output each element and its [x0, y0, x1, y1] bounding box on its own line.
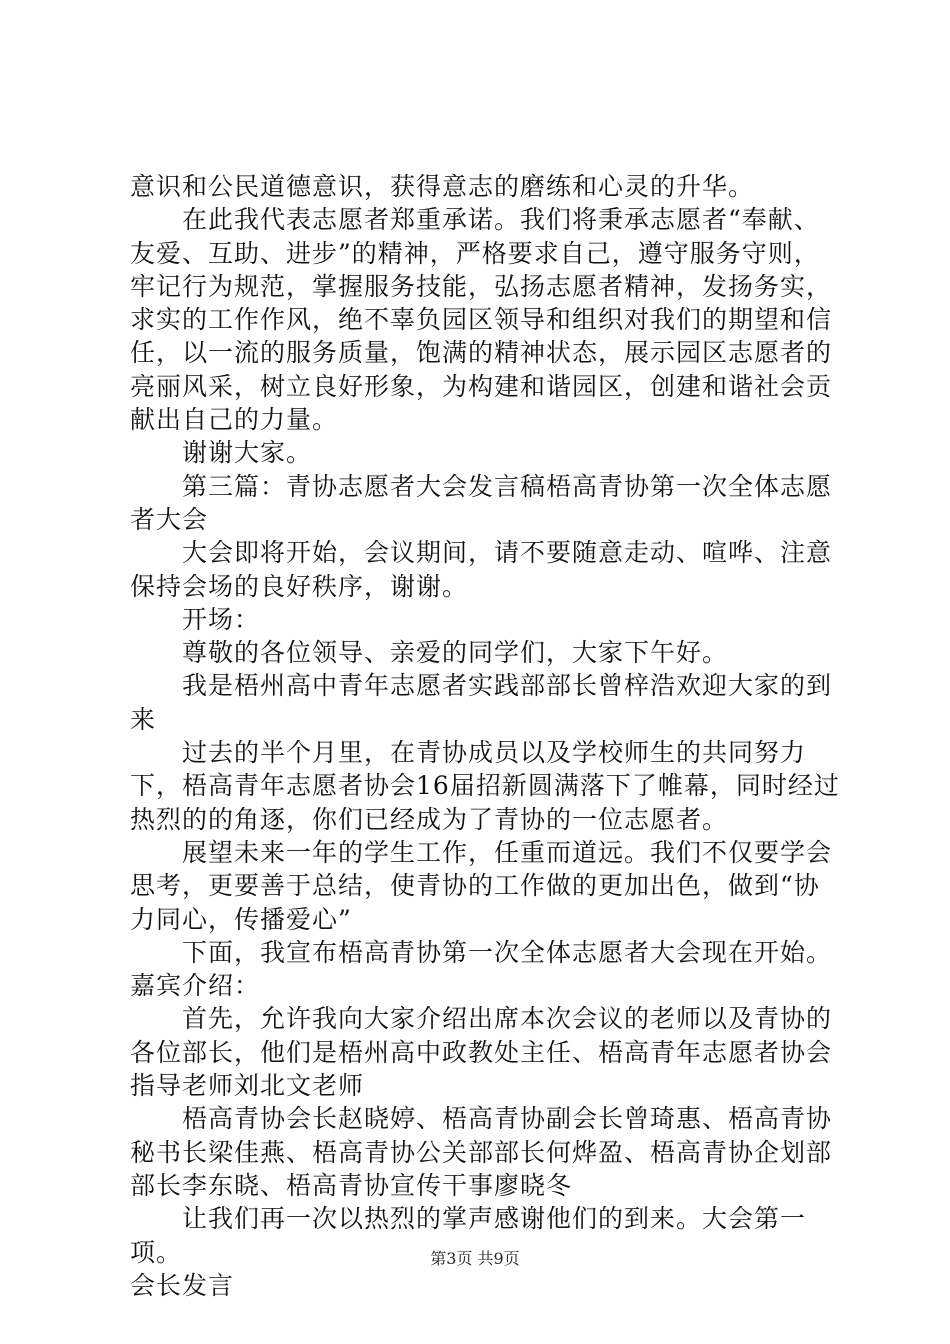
page-number-footer: 第3页 共9页	[430, 1249, 520, 1268]
paragraph-5: 大会即将开始，会议期间，请不要随意走动、喧哗、注意保持会场的良好秩序，谢谢。	[130, 538, 833, 601]
paragraph-12: 嘉宾介绍：	[130, 971, 261, 1001]
paragraph-11: 下面，我宣布梧高青协第一次全体志愿者大会现在开始。	[182, 937, 833, 967]
paragraph-9: 过去的半个月里，在青协成员以及学校师生的共同努力下，梧高青年志愿者协会16届招新圆满落下了帷幕，同时经过热烈的的角逐，你们已经成为了青协的一位志愿者。	[130, 738, 840, 834]
paragraph-14: 梧高青协会长赵晓婷、梧高青协副会长曾琦惠、梧高青协秘书长梁佳燕、梧高青协公关部部长何烨盈、梧高青协企划部部长李东晓、梧高青协宣传干事廖晓冬	[130, 1104, 833, 1200]
paragraph-15: 让我们再一次以热烈的掌声感谢他们的到来。大会第一项。	[130, 1204, 807, 1267]
paragraph-16: 会长发言	[130, 1270, 235, 1300]
paragraph-6: 开场：	[182, 604, 261, 634]
paragraph-13: 首先，允许我向大家介绍出席本次会议的老师以及青协的各位部长，他们是梧州高中政教处主任、梧高青年志愿者协会指导老师刘北文老师	[130, 1004, 833, 1101]
paragraph-3: 谢谢大家。	[182, 438, 313, 468]
paragraph-8: 我是梧州高中青年志愿者实践部部长曾梓浩欢迎大家的到来	[130, 671, 833, 734]
paragraph-4: 第三篇：青协志愿者大会发言稿梧高青协第一次全体志愿者大会	[130, 471, 833, 534]
paragraph-2: 在此我代表志愿者郑重承诺。我们将秉承志愿者“奉献、友爱、互助、进步”的精神，严格要求自己，遵守服务守则，牢记行为规范，掌握服务技能，弘扬志愿者精神，发扬务实，求实的工作作风，绝不辜负园区领导和组织对我们的期望和信任，以一流的服务质量，饱满的精神状态，展示园区志愿者的亮丽风采，树立良好形象，为构建和谐园区，创建和谐社会贡献出自己的力量。	[130, 205, 833, 435]
paragraph-1: 意识和公民道德意识，获得意志的磨练和心灵的升华。	[130, 172, 755, 201]
paragraph-10: 展望未来一年的学生工作，任重而道远。我们不仅要学会思考，更要善于总结，使青协的工作做的更加出色，做到“协力同心，传播爱心”	[130, 837, 833, 934]
document-body	[130, 170, 840, 1302]
paragraph-7: 尊敬的各位领导、亲爱的同学们，大家下午好。	[182, 638, 729, 668]
